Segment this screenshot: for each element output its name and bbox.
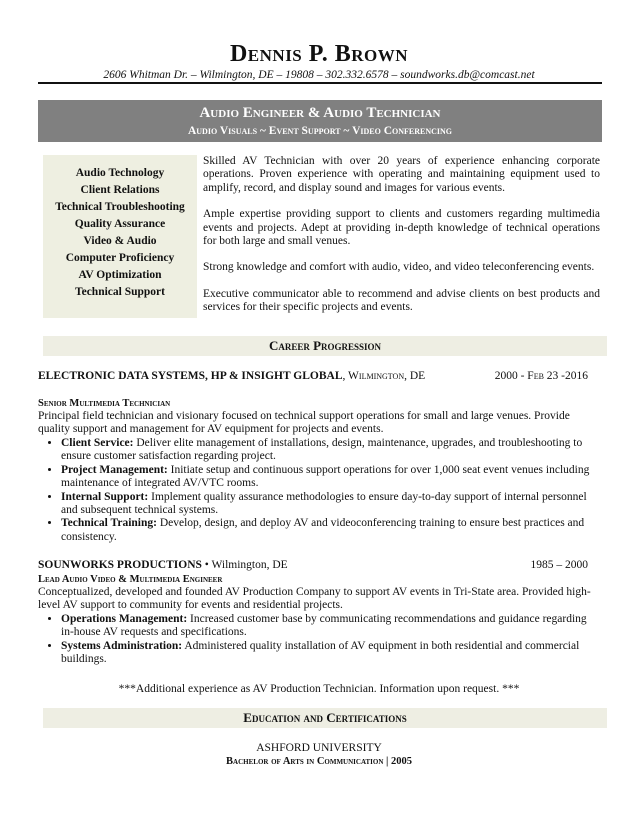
skill-item: Computer Proficiency (65, 252, 175, 264)
summary-paragraph: Executive communicator able to recommend and advise clients on best products and services for their specific projects and events. (203, 287, 600, 314)
job-bullets (38, 437, 600, 544)
job-dates: 2000 - Feb 23 -2016 (494, 370, 588, 382)
job-header (38, 369, 588, 383)
bullet-label: Project Management: (61, 463, 168, 476)
title-banner (38, 100, 602, 142)
summary-paragraph: Strong knowledge and comfort with audio, video, and video teleconferencing events. (203, 261, 595, 274)
bullet-text: Initiate setup and continuous support operations for over 1,000 seat event venues including maintenance of integrated AV/VTC rooms. (61, 463, 590, 490)
summary-paragraph: Ample expertise providing support to clients and customers regarding multimedia events and projects. Adept at providing in-depth knowledge of technical operations for both large and small venues. (203, 208, 600, 248)
skills-box (43, 155, 197, 318)
job-header (38, 558, 588, 572)
list-item (61, 437, 600, 464)
list-item (61, 613, 600, 640)
summary (203, 155, 600, 328)
job-dates: 1985 – 2000 (530, 559, 588, 571)
list-item (61, 464, 600, 491)
additional-experience-note: ***Additional experience as AV Production Technician. Information upon request. *** (118, 683, 520, 695)
degree: Bachelor of Arts in Communication | 2005 (226, 756, 412, 767)
list-item (61, 640, 600, 667)
list-item (61, 517, 600, 544)
skill-item: Client Relations (80, 184, 160, 196)
bullet-text: Implement quality assurance methodologies to ensure day-to-day support of internal personnel and subsequent technical systems. (61, 490, 587, 517)
education-heading: Education and Certifications (43, 708, 607, 728)
bullet-text: Administered quality installation of AV equipment in both residential and commercial buildings. (61, 639, 580, 666)
banner-subtitle: Audio Visuals ~ Event Support ~ Video Conferencing (187, 125, 453, 137)
job-title: Senior Multimedia Technician (38, 398, 171, 409)
skill-item: AV Optimization (78, 269, 162, 281)
banner-title: Audio Engineer & Audio Technician (199, 105, 441, 121)
skill-item: Technical Troubleshooting (55, 201, 185, 213)
header-rule (38, 82, 602, 84)
job-description: Conceptualized, developed and founded AV Production Company to support AV events in Tri-State area. Provided high-level AV support to community for events and residential projects. (38, 586, 591, 612)
bullet-label: Client Service: (61, 437, 134, 449)
job-description: Principal field technician and visionary focused on technical support operations for small and large venues. Provide quality support and management for AV equipment for projects and events. (38, 410, 570, 436)
skill-item: Quality Assurance (74, 218, 166, 230)
list-item (61, 491, 600, 518)
resume-name: Dennis P. Brown (229, 41, 409, 67)
bullet-text: Develop, design, and deploy AV and videoconferencing training to ensure best practices and consistency. (61, 517, 585, 543)
job-title: Lead Audio Video & Multimedia Engineer (38, 574, 223, 585)
job-location: , Wilmington, DE (342, 370, 426, 382)
career-heading: Career Progression (43, 336, 607, 356)
job-company: ELECTRONIC DATA SYSTEMS, HP & INSIGHT GLOBAL (38, 370, 343, 382)
job-company: SOUNWORKS PRODUCTIONS (38, 559, 202, 571)
bullet-text: Deliver elite management of installations, design, maintenance, upgrades, and troubleshooting to ensure customer satisfaction regarding project. (61, 437, 583, 463)
bullet-label: Operations Management: (61, 613, 188, 625)
bullet-label: Systems Administration: (61, 639, 183, 652)
bullet-label: Technical Training: (61, 517, 157, 530)
skill-item: Audio Technology (75, 167, 165, 179)
summary-paragraph: Skilled AV Technician with over 20 years of experience enhancing corporate operations. Proven experience with operating and maintaining equipment used to amplify, record, and display sound and images for various events. (203, 155, 600, 194)
skill-item: Video & Audio (83, 235, 157, 247)
contact-line: 2606 Whitman Dr. – Wilmington, DE – 19808 – 302.332.6578 – soundworks.db@comcast.net (103, 69, 535, 81)
bullet-label: Internal Support: (61, 490, 149, 503)
bullet-text: Increased customer base by communicating recommendations and guidance regarding in-house AV requests and specifications. (61, 613, 587, 639)
skill-item: Technical Support (74, 286, 165, 298)
job-location: • Wilmington, DE (201, 559, 288, 571)
job-bullets (38, 613, 600, 667)
school-name: ASHFORD UNIVERSITY (256, 742, 382, 754)
